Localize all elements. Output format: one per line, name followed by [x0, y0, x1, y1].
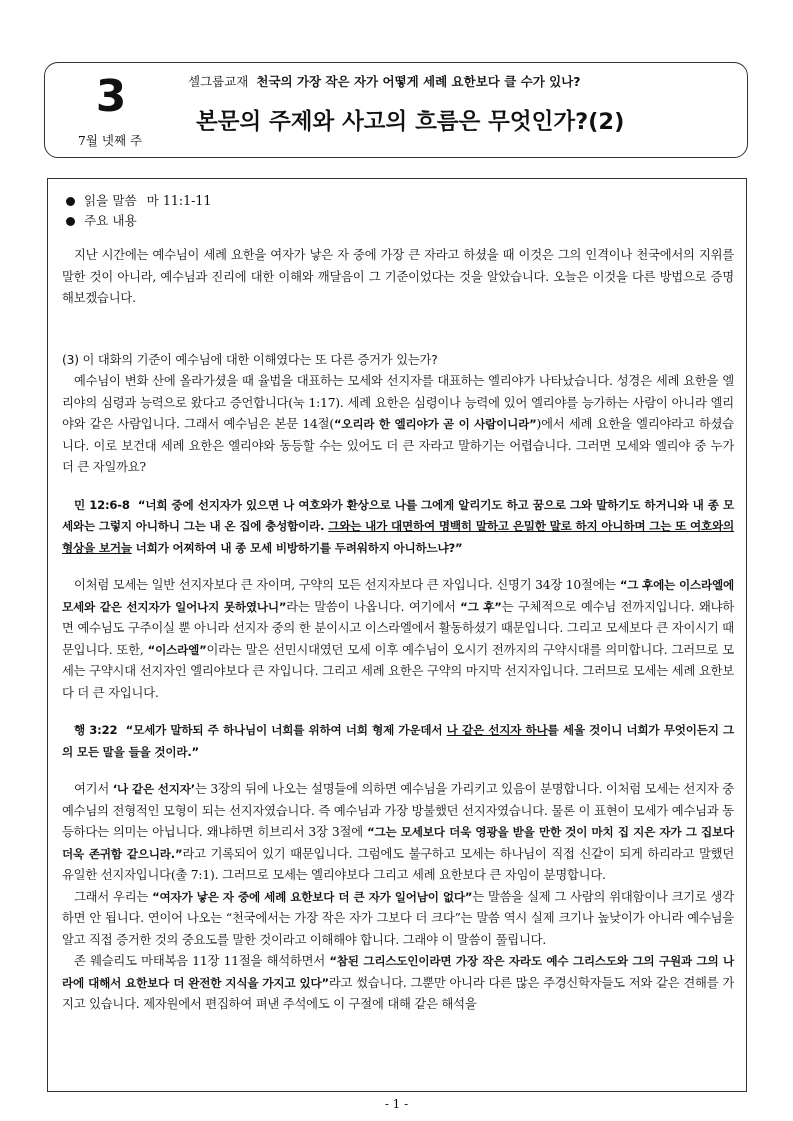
scripture-ref: 행 3:22 — [74, 723, 118, 737]
lesson-number: 3 — [95, 71, 127, 122]
reading-reference: 마 11:1-11 — [146, 193, 212, 208]
like-me-paragraph: 여기서 ‘나 같은 선지자’는 3장의 뒤에 나오는 설명들에 의하면 예수님을 가리키고 있음이 분명합니다. 이처럼 모세는 선지자 중 예수님의 전형적인 모형이 되는 선지자였습니다. 즉 예수님과 가장 방불했던 선지자였습니다. 물론 이 표현이 모세가 예수님과 동등하다는 의미는 아닙니다. 왜냐하면 히브리서 3장 3절에 “그는 모세보다 더욱 영광을 받을 만한 것이 마치 집 지은 자가 그 집보다 더욱 존귀함 같으니라.”라고 기록되어 있기 때문입니다. 그럼에도 불구하고 모세는 하나님이 직접 신같이 되게 하리라고 말했던 유일한 선지자입니다(출 7:1). 그러므로 모세는 엘리야보다 그리고 세례 요한보다 큰 자임이 분명합니다. — [62, 782, 734, 882]
bullet-icon — [66, 217, 75, 226]
bullet-icon — [66, 197, 75, 206]
reading-label: 읽을 말씀 — [84, 193, 137, 208]
moses-paragraph: 이처럼 모세는 일반 선지자보다 큰 자이며, 구약의 모든 선지자보다 큰 자입니다. 신명기 34장 10절에는 “그 후에는 이스라엘에 모세와 같은 선지자가 일어나지 못하였나니”라는 말씀이 나옵니다. 여기에서 “그 후”는 구체적으로 예수님 전까지입니다. 왜냐하면 예수님도 구주이실 뿐 아니라 선지자 중의 한 분이시고 이스라엘에서 활동하셨기 때문입니다. 그리고 모세보다 큰 자이시기 때문입니다. 또한, “이스라엘”이라는 말은 선민시대였던 모세 이후 예수님이 오시기 전까지의 구약시대를 의미합니다. 그러므로 모세는 구약시대 선지자인 엘리야보다 큰 자입니다. 그리고 세례 요한은 구약의 마지막 선지자입니다. 그러므로 모세는 세례 요한보다 더 큰 자입니다. — [62, 578, 735, 700]
content-label: 주요 내용 — [84, 213, 137, 228]
section-paragraph: 예수님이 변화 산에 올라가셨을 때 율법을 대표하는 모세와 선지자를 대표하는 엘리야가 나타났습니다. 성경은 세례 요한을 엘리야의 심령과 능력으로 왔다고 증언합니다(눅 1:17). 세례 요한은 심령이나 능력에 있어 엘리야를 능가하는 사람이 아니라 엘리야와 같은 사람입니다. 그래서 예수님은 본문 14절(“오리라 한 엘리야가 곧 이 사람이니라”)에서 세례 요한을 엘리야라고 하셨습니다. 이로 보건대 세례 요한은 엘리야와 동등할 수는 있어도 더 큰 자라고 말하기는 어렵습니다. 그러면 모세와 엘리야 중 누가 더 큰 자일까요? — [62, 374, 734, 474]
scripture-acts: 행 3:22 “모세가 말하되 주 하나님이 너희를 위하여 너희 형제 가운데서 나 같은 선지자 하나를 세울 것이니 너희가 무엇이든지 그의 모든 말을 들을 것이라.” — [62, 723, 734, 759]
content-box — [47, 178, 747, 1092]
subtitle — [188, 72, 581, 90]
page-number: - 1 - — [384, 1097, 409, 1111]
therefore-paragraph: 그래서 우리는 “여자가 낳은 자 중에 세례 요한보다 더 큰 자가 일어남이 없다”는 말씀을 실제 그 사람의 위대함이나 크기로 생각하면 안 됩니다. 연이어 나오는 “천국에서는 가장 작은 자가 그보다 더 크다”는 말씀 역시 실제 크기나 높낮이가 아니라 예수님을 알고 직접 증거한 것의 중요도를 말한 것이라고 이해해야 합니다. 그래야 이 말씀이 풀립니다. — [62, 889, 735, 947]
scripture-ref: 민 12:6-8 — [74, 497, 130, 512]
section-heading: (3) 이 대화의 기준이 예수님에 대한 이해였다는 또 다른 증거가 있는가? — [62, 352, 438, 367]
content-bullet — [66, 211, 734, 231]
wesley-paragraph: 존 웨슬리도 마태복음 11장 11절을 해석하면서 “참된 그리스도인이라면 가장 작은 자라도 예수 그리스도와 그의 구원과 그의 나라에 대해서 요한보다 더 완전한 지식을 가지고 있다”라고 썼습니다. 그뿐만 아니라 다른 많은 주경신학자들도 저와 같은 견해를 가지고 있습니다. 제자원에서 편집하여 펴낸 주석에도 이 구절에 대해 같은 해석을 — [62, 954, 734, 1011]
intro-paragraph: 지난 시간에는 예수님이 세례 요한을 여자가 낳은 자 중에 가장 큰 자라고 하셨을 때 이것은 그의 인격이나 천국에서의 지위를 말한 것이 아니라, 예수님과 진리에 대한 이해와 깨달음이 그 기준이었다는 것을 알았습니다. 오늘은 이것을 다른 방법으로 증명해보겠습니다. — [62, 248, 734, 305]
lesson-topic: 천국의 가장 작은 자가 어떻게 세례 요한보다 클 수가 있나? — [256, 74, 581, 89]
page-title: 본문의 주제와 사고의 흐름은 무엇인가?(2) — [196, 109, 625, 135]
scripture-numbers: 민 12:6-8 “너희 중에 선지자가 있으면 나 여호와가 환상으로 나를 그에게 알리기도 하고 꿈으로 그와 말하기도 하거니와 내 종 모세와는 그렇지 아니하니 그는 내 온 집에 충성함이라. 그와는 내가 대면하여 명백히 말하고 은밀한 말로 하지 아니하며 그는 또 여호와의 형상을 보거늘 너희가 어찌하여 내 종 모세 비방하기를 두려워하지 아니하느냐?” — [62, 497, 735, 555]
reading-bullet — [66, 191, 734, 211]
series-label: 셀그룹교재 — [188, 74, 249, 89]
week-label: 7월 넷째 주 — [77, 133, 143, 148]
